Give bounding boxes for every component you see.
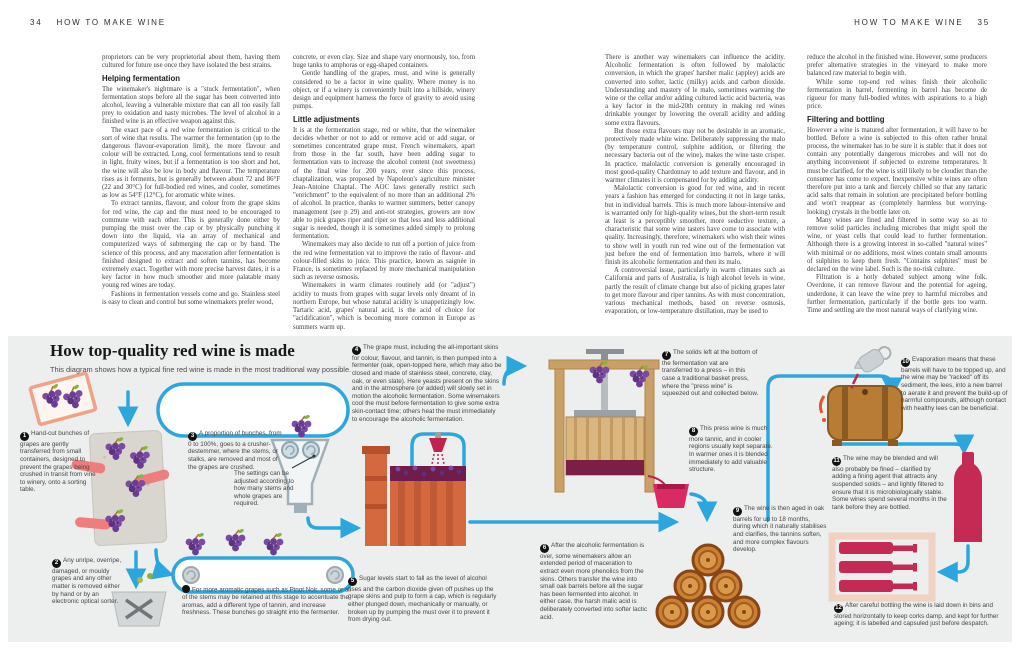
grape-container-illustration (30, 373, 96, 425)
step-number-badge: 2 (52, 559, 61, 568)
running-head-right (854, 18, 990, 27)
step-number-badge: 5 (348, 577, 357, 586)
bullet-icon (182, 585, 190, 593)
article-column (293, 54, 475, 332)
step-note-7 (662, 349, 760, 398)
step-number-badge: 4 (352, 346, 361, 355)
infographic-subtitle: This diagram shows how a typical fine red wine is made in the most traditional way possible. (50, 365, 352, 374)
step-number-badge: 9 (733, 507, 742, 516)
step-text: Any unripe, overripe, damaged, or mouldy grapes and any other matter is removed either by hand or by an electronic optical sorter. (52, 557, 122, 606)
body-paragraph: But those extra flavours may not be desirable in an aromatic, protectively made white wine. Deliberately suppressing the malo (by temperature control, sulphite addition, or filtering the necessary bacteria out of the wine), makes the wine taste crisper. In practice, malolactic conversion is generally encouraged in most good-quality Chardonnay to add texture and flavour, and in warmer climates it is compensated for by adding acidity. (605, 127, 785, 185)
section-heading: Helping fermentation (102, 74, 180, 84)
step-text: Sugar levels start to fall as the level of alcohol rises and the carbon dioxide given off pushes up the grape skins and pulp to form a cap, which is regularly either plunged down, mechanically or manually, or broken up by pumping the must over it to prevent it from drying out. (348, 575, 497, 624)
step-note-5 (348, 575, 500, 624)
body-paragraph: The exact pace of a red wine fermentation is critical to the sort of wine that results. The warmer the fermentation (up to the dangerous flavour-evaporation limit), the more flavour and colour will be extracted. Long, cool fermentations tend to result in light, fruity wines, but if a fermentation is too short and hot, the wine will also be low in body and flavour. The temperature rises as it ferments, but is generally between about 72 and 86°F (22 and 30°C) for full-bodied red wines, and cooler, sometimes as low as 54°F (12°C), for aromatic white wines. (102, 126, 280, 200)
lower-conveyor-illustration (173, 528, 353, 592)
body-paragraph: Gentle handling of the grapes, must, and wine is generally considered to be a factor in wine quality. Where money is no object, or if a winery is conveniently built into a hillside, winery design and equipment harness the force of gravity to avoid using pumps. (293, 70, 475, 111)
body-paragraph: However a wine is matured after fermentation, it will have to be bottled. Before a wine is subjected to this often rather brutal process, the winemaker has to be sure it is stable: that it does not contain any potentially dangerous microbes and will not do anything inconvenient if subjected to extreme temperatures. It must be clarified, for the wine is still likely to be cloudier than the consumer has come to expect. Inexpensive white wines are often therefore put into a tank and fiercely chilled so that any tartaric acid salts that remain in solution are precipitated before bottling and won't reappear as (completely harmless but worrying-looking) crystals in the bottle later on. (807, 126, 987, 216)
running-title: HOW TO MAKE WINE (56, 18, 166, 27)
step-text: Evaporation means that these barrels will have to be topped up, and the wine may be "racked" off its sediment, the lees, into a new barrel to aerate it and prevent the build-up of harmful compounds, although contact with healthy lees can be beneficial. (901, 356, 1008, 412)
step-text: This press wine is much more tannic, and in cooler regions usually kept separate. In warmer ones it is blended immediately to add valuable structure. (689, 425, 773, 474)
step-note-11 (832, 455, 948, 511)
step-note-10 (901, 356, 1009, 412)
step-note-12 (834, 602, 1006, 628)
step-text: The wine may be blended and will also probably be fined – clarified by adding a fining agent that attracts any suspended solids – and lightly filtered to ensure that it is microbiologically stable. Some wines spend several months in the tank before they are bottled. (832, 455, 947, 511)
running-head-left (30, 18, 166, 27)
step-note-4 (352, 344, 502, 423)
step-note-3 (188, 430, 284, 471)
bottle-bin-illustration (832, 536, 932, 598)
body-paragraph: There is another way winemakers can influence the acidity. Alcoholic fermentation is often followed by malolactic conversion, in which the grapes' harsher malic (appley) acids are converted into softer, lactic (milky) acids and carbon dioxide. Understanding and mastery of le malo, sometimes warming the wine or the cellar and/or adding cultured lactic acid bacteria, was a key factor in the mid-20th century in making red wines drinkable younger by lowering the overall acidity and adding some extra flavours. (605, 54, 785, 127)
step-text: After careful bottling the wine is laid down in bins and stored horizontally to keep corks damp, and kept for further ageing; it is labelled and capsuled just before despatch. (834, 602, 999, 628)
infographic-panel (8, 336, 1012, 642)
body-paragraph: It is at the fermentation stage, red or white, that the winemaker decides whether or not to add or remove acid or add sugar, or sometimes concentrated grape must. French winemakers, apart from those in the far south, have been adding sugar to fermentation vats to increase the alcohol content (not sweetness) of the final wine for 200 years, ever since this process, chaptalization, was proposed by Napoleon's agriculture minister Jean-Antoine Chaptal. The AOC laws generally restrict such "enrichment" to the equivalent of no more than an additional 2% of alcohol. In practice, thanks to warmer summers, better canopy management (see p 29) and anti-rot strategies, growers are now able to pick grapes riper and riper so that less and less additional sugar is needed, though it is sometimes added simply to prolong fermentation. (293, 126, 475, 241)
step-text: The grape must, including the all-important skins for colour, flavour, and tannin, is then pumped into a fermenter (oak, open-topped here, which may also be closed and made of stainless steel, concrete, clay, oak, or even slate). Here yeasts present on the skins and in the atmosphere (or added) will slowly set in motion the alcoholic fermentation. Some winemakers cool the must before fermentation to give some extra skin-contact time; others heat the must immediately to encourage the alcoholic fermentation. (352, 344, 502, 423)
body-paragraph: Winemakers in warm climates routinely add (or "adjust") acidity to musts from grapes with sugar levels only dreamt of in northern Europe, but whose natural acidity is unappetizingly low. Tartaric acid, grapes' natural acid, is the acid of choice for "acidification", which is becoming more common in Europe as summers warm up. (293, 282, 475, 331)
step-text: After the alcoholic fermentation is over, some winemakers allow an extended period of maceration to extract even more phenolics from the skins. Others transfer the wine into small oak barrels before all the sugar has been fermented into alcohol. In either case, the harsh malic acid is deliberately converted into softer lactic acid. (540, 542, 648, 621)
topping-barrel-illustration (820, 342, 902, 446)
step-number-badge: 3 (188, 432, 197, 441)
article-column (605, 54, 785, 317)
wine-bottle-illustration (954, 452, 982, 542)
note-text: The settings can be adjusted according to how many stems and whole grapes are required. (234, 470, 294, 508)
body-paragraph: Fashions in fermentation vessels come and go. Stainless steel is easy to clean and control but some winemakers prefer wood, (102, 290, 280, 306)
body-paragraph: Winemakers may also decide to run off a portion of juice from the red wine fermentation vat to improve the ratio of flavour- and colour-filled skins to juice. This practice, known as saignée in France, is sometimes replaced by more mechanical manipulation such as reverse osmosis. (293, 241, 475, 282)
settings-note (234, 470, 302, 508)
step-number-badge: 7 (662, 351, 671, 360)
step-note-9 (733, 505, 829, 554)
step-note-1 (20, 430, 98, 494)
step-number-badge: 12 (834, 604, 843, 613)
step-text: Hand-cut bunches of grapes are gently transferred from small containers, designed to prevent the grapes being crushed in transit from vine to winery, onto a sorting table. (20, 430, 96, 494)
page-number: 35 (977, 18, 990, 27)
body-paragraph: The winemaker's nightmare is a "stuck fermentation", when fermentation stops before all the sugar has been converted into alcohol, leaving a vulnerable mixture that can all too easily fall prey to oxidation and nasty microbes. The level of alcohol in a finished wine is an effective weapon against this. (102, 85, 280, 126)
step-text: The solids left at the bottom of the fermentation vat are transferred to a press – in this case a traditional basket press, where the "press wine" is squeezed out and collected below. (662, 349, 759, 398)
body-paragraph: reduce the alcohol in the finished wine. However, some producers prefer alternative strategies in the vineyard to make more balanced raw material to begin with. (807, 54, 987, 78)
note-text: For more aromatic grapes such as Pinot Noir, some or all of the stems may be retained at this stage to accentuate the aromas, add a different type of tannin, and increase freshness. These bunches go straight into the fermenter. (182, 586, 352, 617)
section-heading: Filtering and bottling (807, 115, 885, 125)
body-paragraph: proprietors can be very proprietorial about them, having them cultured for future use once they have isolated the best strains. (102, 54, 280, 70)
section-heading: Little adjustments (293, 115, 360, 125)
step-number-badge: 1 (20, 432, 29, 441)
infographic-title: How top-quality red wine is made (50, 341, 295, 360)
article-column (807, 54, 987, 315)
article-column (102, 54, 280, 307)
body-paragraph: concrete, or even clay. Size and shape vary enormously, too, from huge tanks to amphoras or egg-shaped containers. (293, 54, 475, 70)
body-paragraph: Malolactic conversion is good for red wine, and in recent years a fashion has emerged for conducting it not in large tanks, but in individual barrels. This is much more labour-intensive and is warranted only for high-quality wines, but the short-term result at least is a perceptibly smoother, more seductive texture, a characteristic that some wine tasters have come to associate with quality. Increasingly, therefore, winemakers who wish their wines to show well in youth run red wine out of the fermentation vat just before the end of fermentation into barrels, where it will finish its alcoholic fermentation and then its malo. (605, 185, 785, 267)
step-text: A proportion of bunches, from 0 to 100%, goes to a crusher-destemmer, where the stems, or stalks, are removed and most of the grapes are crushed. (188, 430, 282, 471)
step-number-badge: 8 (689, 427, 698, 436)
step-number-badge: 10 (901, 358, 910, 367)
running-title: HOW TO MAKE WINE (854, 18, 964, 27)
step-note-6 (540, 542, 652, 621)
body-paragraph: A controversial issue, particularly in warm climates such as California and parts of Australia, is high alcohol levels in wine, partly the result of climate change but also of picking grapes later to get more flavour and riper tannins. As with must concentration, various mechanical methods, based on reverse osmosis, evaporation, or low-temperature distillation, may be used to (605, 267, 785, 316)
upper-conveyor-illustration (158, 384, 348, 436)
aromatic-grapes-note (182, 585, 352, 617)
body-paragraph: To extract tannins, flavour, and colour from the grape skins for red wine, the cap and the must need to be encouraged to commune with each other. This is generally done either by pumping the must over the cap or by physically punching it down into the liquid, via an array of mechanical and computerized ways of submerging the cap or by hand. The science of this process, and any maceration after fermentation is finished designed to extract and soften tannins, has become extremely exact. Together with more precise harvest dates, it is a key factor in how much smoother and more palatable many young red wines are today. (102, 200, 280, 290)
step-note-8 (689, 425, 779, 474)
page-number: 34 (30, 18, 43, 27)
body-paragraph: While some top-end red wines finish their alcoholic fermentation in barrel, fermenting in barrel has become de rigueur for many full-bodied whites with aspirations to a high price. (807, 78, 987, 111)
step-note-2 (52, 557, 124, 606)
barrel-pyramid-illustration (657, 545, 759, 627)
body-paragraph: Many wines are fined and filtered in some way so as to remove solid particles including microbes that might spoil the wine, or yeast cells that could lead to further fermentation. Although there is a growing interest in so-called "natural wines" with minimal or no additions, most wines contain small amounts of sulphites to keep them fresh. "Contains sulphites" must be declared on the wine label. Such is the no-risk culture. (807, 216, 987, 274)
pitcher-icon (851, 342, 893, 377)
body-paragraph: Filtration is a hotly debated subject among wine folk. Overdone, it can remove flavour and the potential for ageing, underdone, it can leave the wine prey to harmful microbes and further fermentation, particularly if the bottle gets too warm. Time and settling are the most natural ways of clarifying wine. (807, 274, 987, 315)
step-number-badge: 6 (540, 544, 549, 553)
fermenter-illustration (362, 432, 466, 546)
step-number-badge: 11 (832, 457, 841, 466)
step-text: The wine is then aged in oak barrels for up to 18 months, during which it naturally stabilises and clarifies, the tannins soften, and more complex flavours develop. (733, 505, 827, 554)
